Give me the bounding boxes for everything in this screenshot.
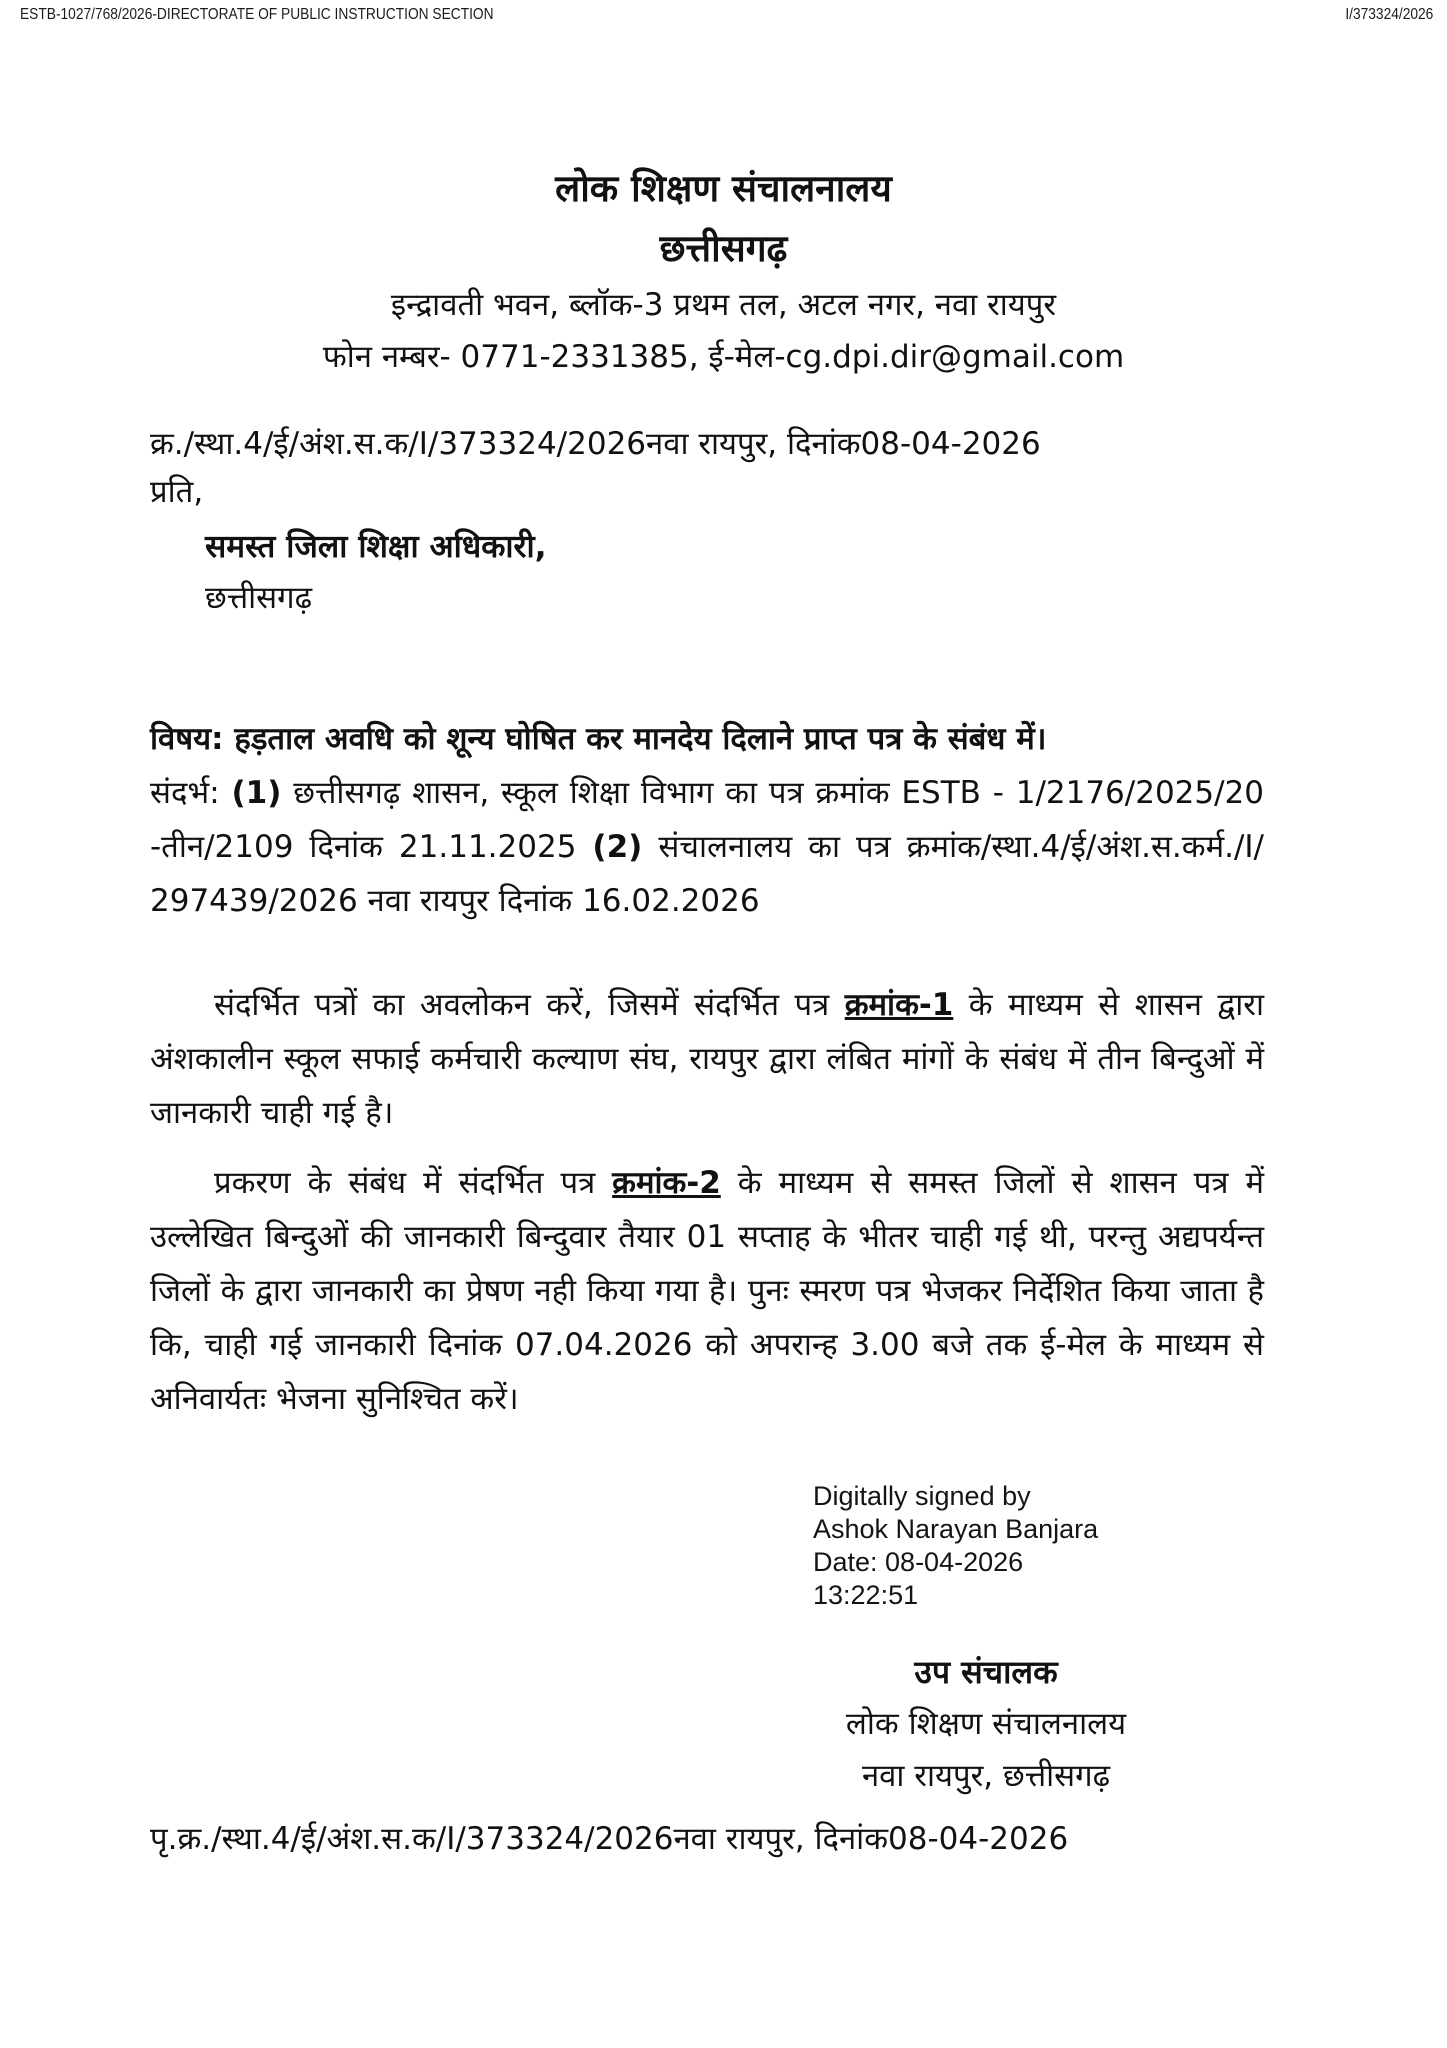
digital-signature-time: 13:22:51 <box>813 1580 919 1610</box>
body-paragraph-2: प्रकरण के संबंध में संदर्भित पत्र क्रमांक-2 के माध्यम से समस्त जिलों से शासन पत्र में उल्लेखित बिन्दुओं की जानकारी बिन्दुवार तैयार 01 सप्ताह के भीतर चाही गई थी, परन्तु अद्यपर्यन्त जिलों के द्वारा जानकारी का प्रेषण नही किया गया है। पुनः स्मरण पत्र भेजकर निर्देशित किया जाता है कि, चाही गई जानकारी दिनांक 07.04.2026 को अपरान्ह 3.00 बजे तक ई-मेल के माध्यम से अनिवार्यतः भेजना सुनिश्चित करें। <box>150 1165 1264 1417</box>
organization-contact: फोन नम्बर- 0771-2331385, ई-मेल-cg.dpi.dir@gmail.com <box>322 339 1125 375</box>
digital-signature-block <box>813 1480 1098 1612</box>
letterhead <box>0 163 1447 383</box>
addressee-state: छत्तीसगढ़ <box>205 580 313 616</box>
salutation: प्रति, <box>150 474 204 510</box>
endorsement-number-line: पृ.क्र./स्था.4/ई/अंश.स.क/I/373324/2026नवा रायपुर, दिनांक08-04-2026 <box>150 1821 1069 1857</box>
signatory-designation: उप संचालक <box>914 1653 1058 1691</box>
eoffice-file-header <box>20 6 1433 24</box>
signatory-organization: लोक शिक्षण संचालनालय <box>845 1706 1127 1742</box>
letter-number-date-line: क्र./स्था.4/ई/अंश.स.क/I/373324/2026नवा रायपुर, दिनांक08-04-2026 <box>150 426 1041 462</box>
digital-signature-signer: Ashok Narayan Banjara <box>813 1514 1099 1544</box>
organization-address: इन्द्रावती भवन, ब्लॉक-3 प्रथम तल, अटल नगर, नवा रायपुर <box>390 287 1057 323</box>
addressee-title: समस्त जिला शिक्षा अधिकारी, <box>205 529 547 565</box>
file-section-reference: ESTB-1027/768/2026-DIRECTORATE OF PUBLIC INSTRUCTION SECTION <box>20 6 494 23</box>
subject-line: विषय: हड़ताल अवधि को शून्य घोषित कर मानदेय दिलाने प्राप्त पत्र के संबंध में। <box>150 721 1047 757</box>
body-paragraph-1: संदर्भित पत्रों का अवलोकन करें, जिसमें संदर्भित पत्र क्रमांक-1 के माध्यम से शासन द्वारा अंशकालीन स्कूल सफाई कर्मचारी कल्याण संघ, रायपुर द्वारा लंबित मांगों के संबंध में तीन बिन्दुओं में जानकारी चाही गई है। <box>150 987 1264 1131</box>
references-line: संदर्भ: (1) छत्तीसगढ़ शासन, स्कूल शिक्षा विभाग का पत्र क्रमांक ESTB - 1/2176/2025/20 -तीन/2109 दिनांक 21.11.2025 (2) संचालनालय का पत्र क्रमांक/स्था.4/ई/अंश.स.कर्म./I/ 297439/2026 नवा रायपुर दिनांक 16.02.2026 <box>150 775 1265 919</box>
organization-name: लोक शिक्षण संचालनालय <box>555 167 892 210</box>
digital-signature-date: Date: 08-04-2026 <box>813 1547 1024 1577</box>
letter-body <box>150 712 1264 1426</box>
digital-signature-line: Digitally signed by <box>813 1481 1031 1511</box>
organization-state: छत्तीसगढ़ <box>659 227 788 270</box>
file-issue-number: I/373324/2026 <box>1344 6 1433 23</box>
signatory-place: नवा रायपुर, छत्तीसगढ़ <box>861 1758 1111 1794</box>
signatory-block <box>700 1646 1272 1802</box>
